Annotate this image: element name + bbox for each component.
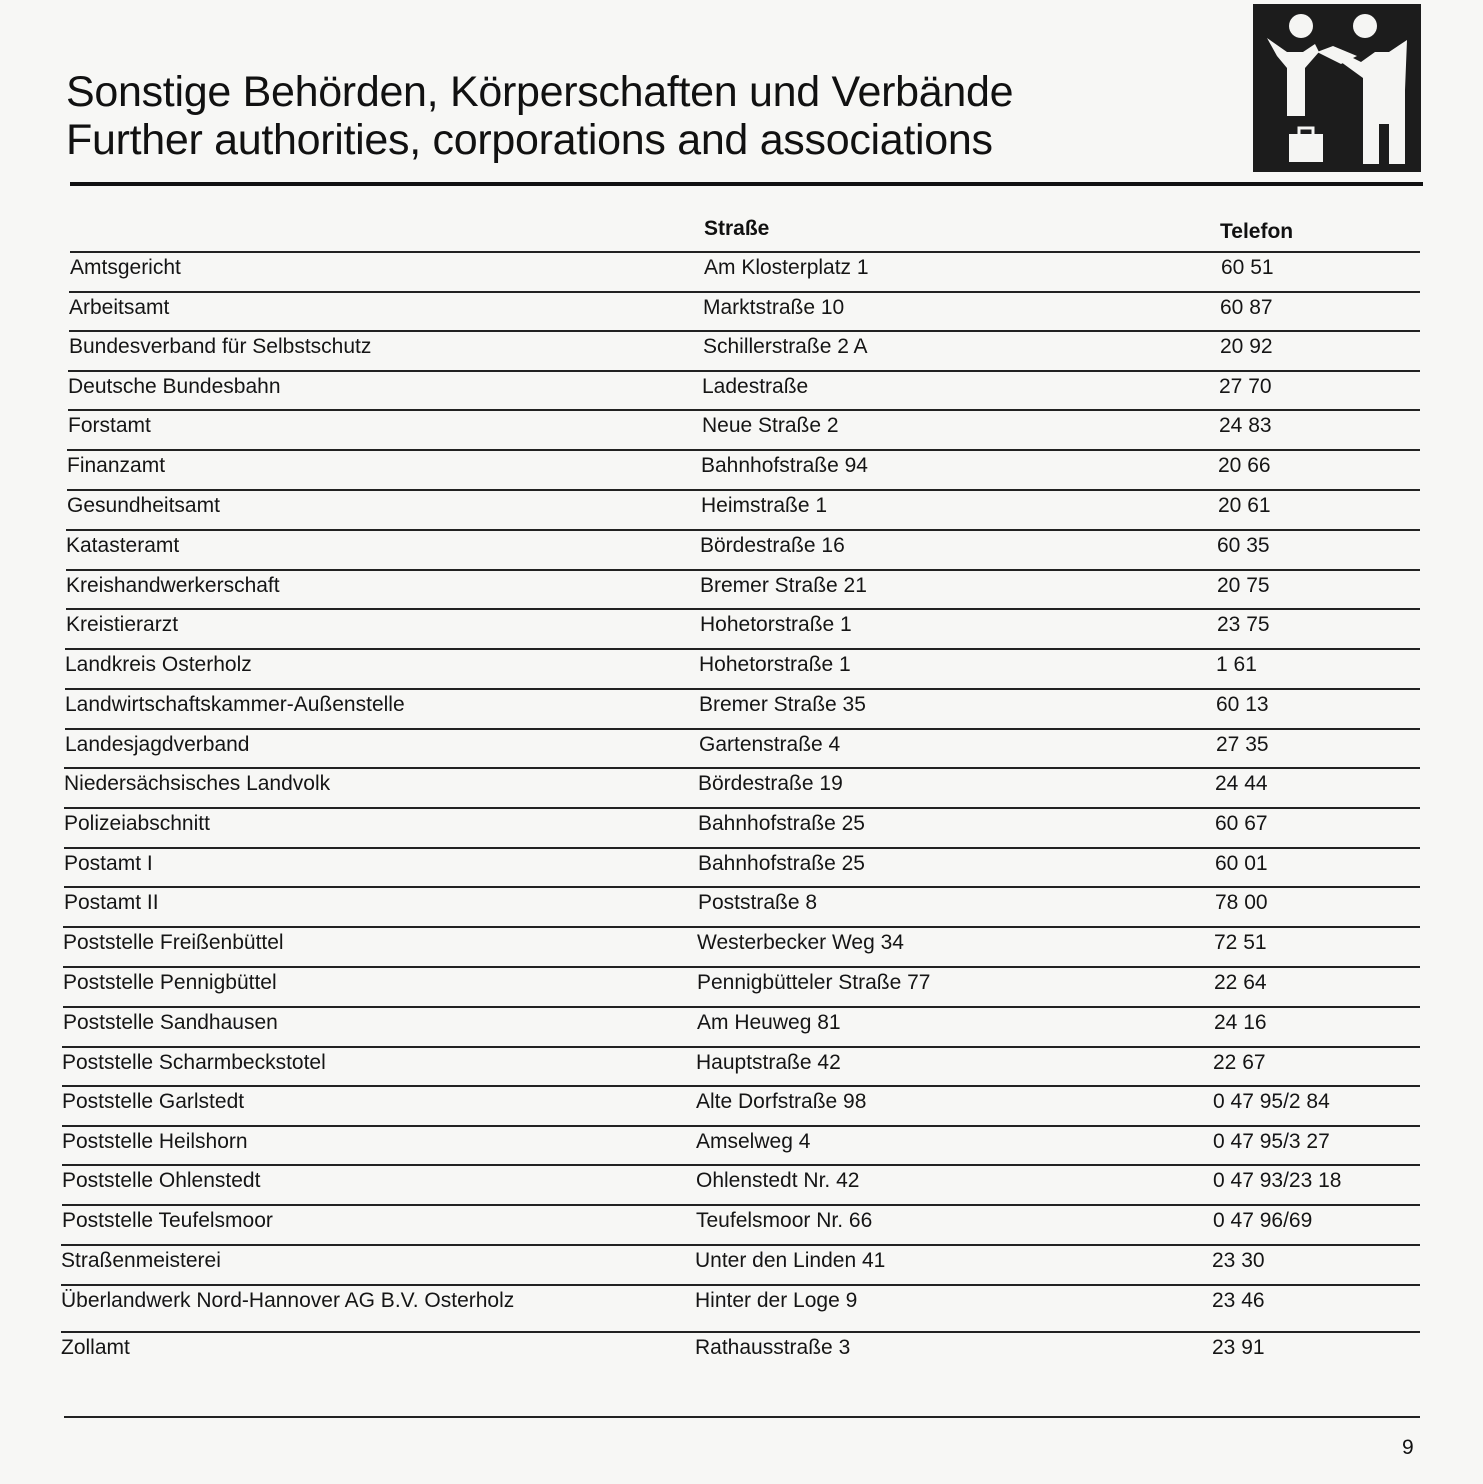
row-name: Poststelle Garlstedt	[62, 1090, 245, 1113]
row-divider	[61, 1244, 1420, 1246]
row-street: Ladestraße	[702, 375, 809, 398]
row-street: Teufelsmoor Nr. 66	[696, 1209, 873, 1232]
row-phone: 60 35	[1217, 534, 1270, 557]
row-name: Amtsgericht	[70, 256, 181, 279]
row-divider	[63, 926, 1420, 928]
table-row	[64, 886, 1420, 924]
row-phone: 24 16	[1214, 1011, 1267, 1034]
row-divider	[64, 767, 1420, 769]
table-row	[69, 291, 1420, 329]
row-divider	[68, 370, 1420, 372]
table-row	[66, 529, 1420, 567]
table-row	[62, 1125, 1420, 1163]
row-name: Postamt I	[64, 852, 153, 875]
row-street: Am Heuweg 81	[697, 1011, 841, 1034]
row-divider	[67, 449, 1420, 451]
table-row	[61, 1244, 1420, 1282]
row-name: Straßenmeisterei	[61, 1249, 221, 1272]
row-phone: 27 35	[1216, 733, 1269, 756]
row-phone: 24 83	[1219, 414, 1272, 437]
row-street: Bahnhofstraße 94	[701, 454, 868, 477]
row-name: Poststelle Pennigbüttel	[63, 971, 277, 994]
row-phone: 22 64	[1214, 971, 1267, 994]
row-phone: 60 01	[1215, 852, 1268, 875]
table-row	[65, 648, 1420, 686]
row-phone: 1 61	[1216, 653, 1257, 676]
table-bottom-divider	[64, 1416, 1420, 1418]
row-divider	[66, 569, 1420, 571]
row-street: Westerbecker Weg 34	[697, 931, 904, 954]
row-street: Poststraße 8	[698, 891, 818, 914]
row-street: Hauptstraße 42	[696, 1051, 841, 1074]
row-street: Neue Straße 2	[702, 414, 839, 437]
row-divider	[63, 1006, 1420, 1008]
row-street: Bremer Straße 35	[699, 693, 866, 716]
row-name: Bundesverband für Selbstschutz	[69, 335, 372, 358]
row-phone: 20 66	[1218, 454, 1271, 477]
row-divider	[61, 1331, 1420, 1333]
row-name: Polizeiabschnitt	[64, 812, 210, 835]
row-name: Poststelle Freißenbüttel	[63, 931, 284, 954]
row-street: Hinter der Loge 9	[695, 1289, 858, 1312]
row-phone: 27 70	[1219, 375, 1272, 398]
row-divider	[64, 807, 1420, 809]
title-english: Further authorities, corporations and associations	[66, 116, 993, 164]
row-phone: 60 13	[1216, 693, 1269, 716]
row-street: Rathausstraße 3	[695, 1336, 851, 1359]
row-name: Deutsche Bundesbahn	[68, 375, 281, 398]
row-street: Bremer Straße 21	[700, 574, 867, 597]
row-name: Arbeitsamt	[69, 296, 170, 319]
row-street: Bahnhofstraße 25	[698, 812, 865, 835]
row-phone: 60 67	[1215, 812, 1268, 835]
row-divider	[65, 648, 1420, 650]
table-row	[62, 1204, 1420, 1242]
row-street: Am Klosterplatz 1	[704, 256, 869, 279]
table-row	[62, 1164, 1420, 1202]
row-street: Bahnhofstraße 25	[698, 852, 865, 875]
row-divider	[67, 489, 1420, 491]
row-divider	[70, 251, 1420, 253]
row-phone: 24 44	[1215, 772, 1268, 795]
row-name: Überlandwerk Nord-Hannover AG B.V. Osterholz	[61, 1289, 515, 1312]
table-row	[62, 1085, 1420, 1123]
row-divider	[66, 608, 1420, 610]
row-divider	[66, 529, 1420, 531]
row-name: Katasteramt	[66, 534, 180, 557]
row-phone: 0 47 95/3 27	[1213, 1130, 1330, 1153]
row-street: Hohetorstraße 1	[699, 653, 851, 676]
table-row	[68, 409, 1420, 447]
row-street: Bördestraße 16	[700, 534, 845, 557]
row-divider	[62, 1204, 1420, 1206]
row-street: Unter den Linden 41	[695, 1249, 886, 1272]
table-row	[63, 926, 1420, 964]
row-phone: 0 47 95/2 84	[1213, 1090, 1330, 1113]
table-row	[63, 1006, 1420, 1044]
table-row	[66, 608, 1420, 646]
table-row	[68, 370, 1420, 408]
row-street: Gartenstraße 4	[699, 733, 841, 756]
row-phone: 20 92	[1220, 335, 1273, 358]
row-divider	[69, 330, 1420, 332]
row-divider	[68, 409, 1420, 411]
row-divider	[65, 728, 1420, 730]
row-name: Poststelle Heilshorn	[62, 1130, 248, 1153]
table-row	[61, 1331, 1420, 1369]
table-row	[62, 1046, 1420, 1084]
page-number: 9	[1402, 1436, 1414, 1459]
row-street: Schillerstraße 2 A	[703, 335, 868, 358]
row-name: Landwirtschaftskammer-Außenstelle	[65, 693, 405, 716]
table-row	[65, 728, 1420, 766]
row-name: Finanzamt	[67, 454, 166, 477]
row-name: Postamt II	[64, 891, 159, 914]
row-divider	[63, 966, 1420, 968]
row-street: Pennigbütteler Straße 77	[697, 971, 931, 994]
row-name: Landesjagdverband	[65, 733, 250, 756]
row-street: Ohlenstedt Nr. 42	[696, 1169, 860, 1192]
table-row	[70, 251, 1420, 289]
row-name: Poststelle Ohlenstedt	[62, 1169, 261, 1192]
row-divider	[64, 847, 1420, 849]
row-divider	[61, 1284, 1420, 1286]
row-name: Gesundheitsamt	[67, 494, 220, 517]
row-name: Kreishandwerkerschaft	[66, 574, 280, 597]
row-phone: 78 00	[1215, 891, 1268, 914]
row-street: Alte Dorfstraße 98	[696, 1090, 867, 1113]
row-phone: 20 61	[1218, 494, 1271, 517]
row-phone: 60 87	[1220, 296, 1273, 319]
row-divider	[62, 1164, 1420, 1166]
table-row	[67, 449, 1420, 487]
row-phone: 20 75	[1217, 574, 1270, 597]
table-row	[61, 1284, 1420, 1322]
table-row	[64, 847, 1420, 885]
table-row	[65, 688, 1420, 726]
row-street: Heimstraße 1	[701, 494, 828, 517]
row-name: Poststelle Scharmbeckstotel	[62, 1051, 326, 1074]
row-divider	[64, 886, 1420, 888]
street-column-header: Straße	[704, 217, 770, 240]
table-row	[67, 489, 1420, 527]
row-divider	[69, 291, 1420, 293]
row-street: Hohetorstraße 1	[700, 613, 852, 636]
title-german: Sonstige Behörden, Körperschaften und Verbände	[66, 68, 1014, 116]
row-divider	[65, 688, 1420, 690]
phone-column-header: Telefon	[1220, 220, 1294, 243]
row-name: Forstamt	[68, 414, 151, 437]
row-name: Poststelle Teufelsmoor	[62, 1209, 273, 1232]
table-row	[66, 569, 1420, 607]
row-name: Niedersächsisches Landvolk	[64, 772, 331, 795]
row-phone: 60 51	[1221, 256, 1274, 279]
row-phone: 23 30	[1212, 1249, 1265, 1272]
table-row	[63, 966, 1420, 1004]
row-phone: 23 91	[1212, 1336, 1265, 1359]
row-name: Zollamt	[61, 1336, 130, 1359]
row-phone: 22 67	[1213, 1051, 1266, 1074]
row-divider	[62, 1046, 1420, 1048]
row-street: Marktstraße 10	[703, 296, 845, 319]
row-street: Bördestraße 19	[698, 772, 843, 795]
table-row	[64, 767, 1420, 805]
row-phone: 72 51	[1214, 931, 1267, 954]
table-row	[69, 330, 1420, 368]
row-divider	[62, 1085, 1420, 1087]
table-row	[64, 807, 1420, 845]
row-name: Kreistierarzt	[66, 613, 179, 636]
row-phone: 0 47 96/69	[1213, 1209, 1313, 1232]
row-divider	[62, 1125, 1420, 1127]
row-street: Amselweg 4	[696, 1130, 811, 1153]
row-phone: 23 46	[1212, 1289, 1265, 1312]
row-name: Poststelle Sandhausen	[63, 1011, 278, 1034]
row-phone: 0 47 93/23 18	[1213, 1169, 1342, 1192]
row-name: Landkreis Osterholz	[65, 653, 252, 676]
row-phone: 23 75	[1217, 613, 1270, 636]
